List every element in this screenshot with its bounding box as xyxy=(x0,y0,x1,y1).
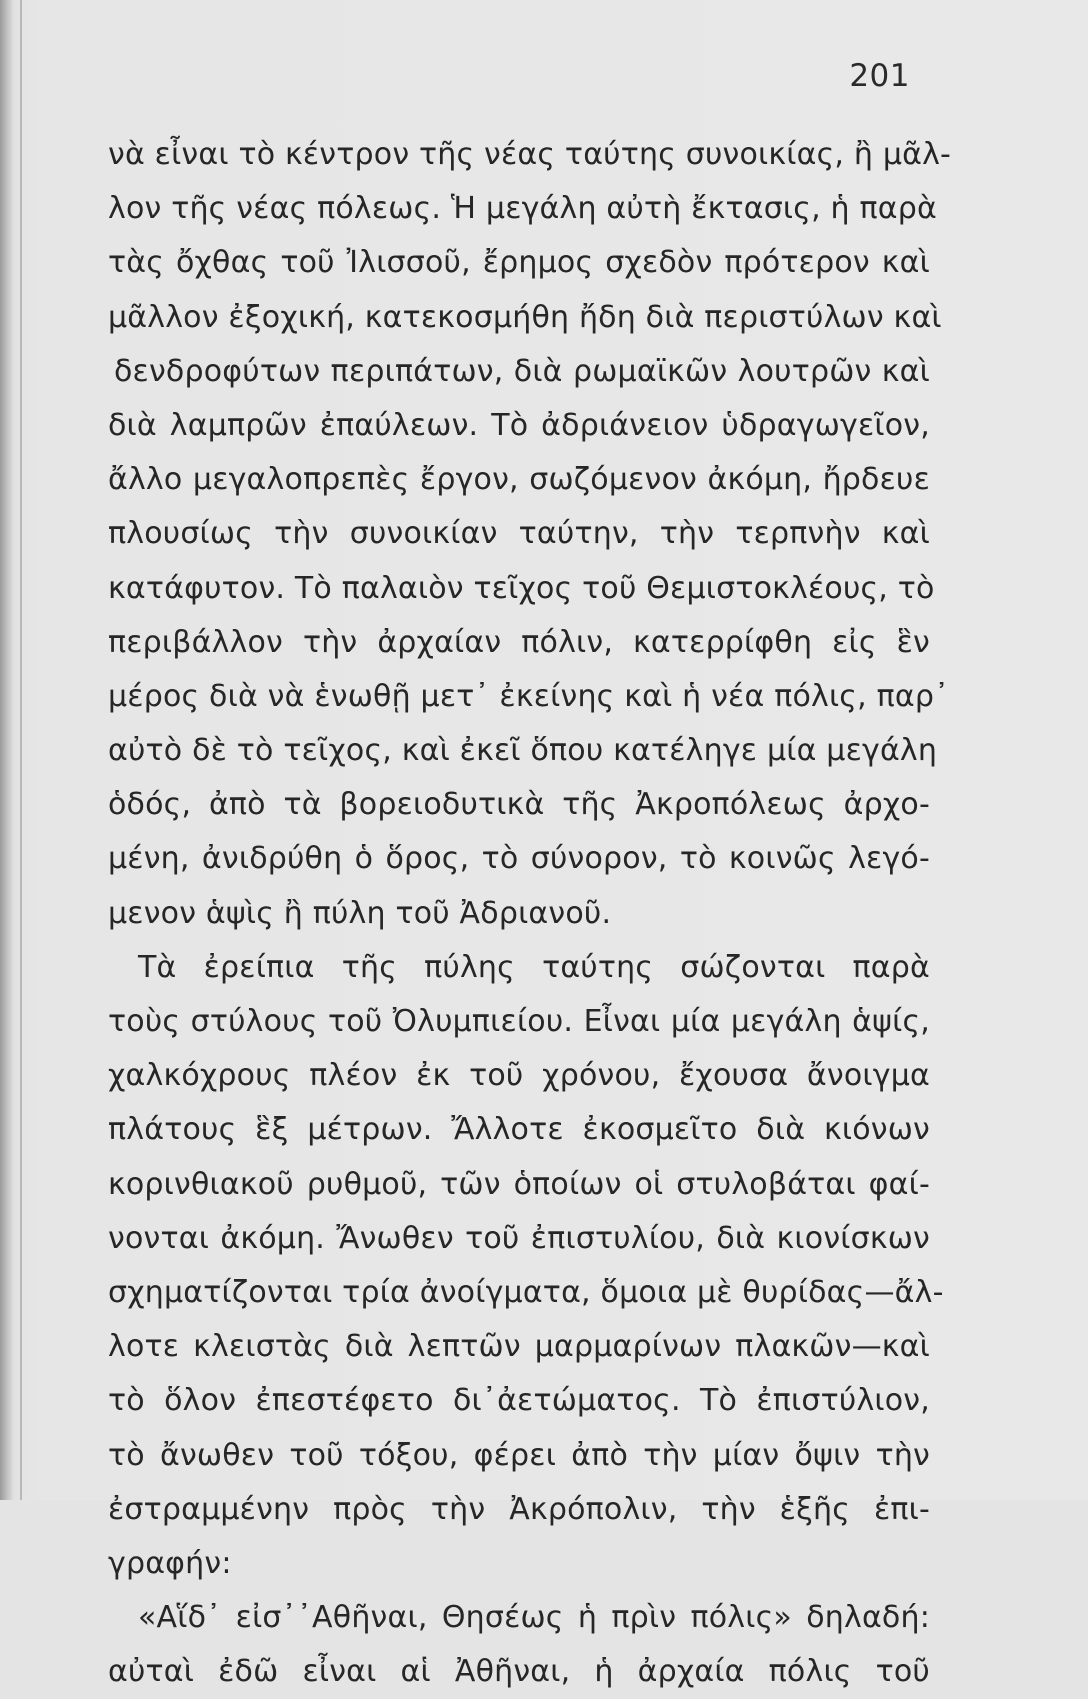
text-line: τὸ ἄνωθεν τοῦ τόξου, φέρει ἀπὸ τὴν μίαν ὄψιν τὴν xyxy=(108,1437,930,1473)
text-line: μέρος διὰ νὰ ἑνωθῇ μετ᾽ ἐκείνης καὶ ἡ νέα πόλις, παρ᾽ xyxy=(108,678,950,714)
text-line: κορινθιακοῦ ρυθμοῦ, τῶν ὁποίων οἱ στυλοβάται φαί- xyxy=(108,1166,930,1202)
text-line: διὰ λαμπρῶν ἐπαύλεων. Τὸ ἀδριάνειον ὑδραγωγεῖον, xyxy=(108,407,930,443)
text-line: τοὺς στύλους τοῦ Ὀλυμπιείου. Εἶναι μία μεγάλη ἁψίς, xyxy=(108,1004,930,1039)
text-line: λον τῆς νέας πόλεως. Ἡ μεγάλη αὐτὴ ἔκτασις, ἡ παρὰ xyxy=(108,191,937,227)
paragraph-start-line: «Αἵδ᾽ εἰσ᾽᾽Αθῆναι, Θησέως ἡ πρὶν πόλις» δηλαδή: xyxy=(138,1600,930,1636)
gutter-shadow xyxy=(20,0,22,1500)
text-line: δενδροφύτων περιπάτων, διὰ ρωμαϊκῶν λουτρῶν καὶ xyxy=(114,353,930,389)
page-number: 201 xyxy=(849,58,910,94)
book-binding-edge xyxy=(0,0,14,1500)
text-line: ὁδός, ἀπὸ τὰ βορειοδυτικὰ τῆς Ἀκροπόλεως ἀρχο- xyxy=(108,787,930,823)
text-line: περιβάλλον τὴν ἀρχαίαν πόλιν, κατερρίφθη εἰς ἓν xyxy=(108,624,930,660)
text-line: αὐτὸ δὲ τὸ τεῖχος, καὶ ἐκεῖ ὅπου κατέληγε μία μεγάλη xyxy=(108,733,938,769)
text-line: μᾶλλον ἐξοχική, κατεκοσμήθη ἤδη διὰ περιστύλων καὶ xyxy=(108,299,942,335)
text-line: πλουσίως τὴν συνοικίαν ταύτην, τὴν τερπνὴν καὶ xyxy=(108,516,930,552)
text-line: πλάτους ἓξ μέτρων. Ἄλλοτε ἐκοσμεῖτο διὰ κιόνων xyxy=(108,1112,930,1148)
text-line: κατάφυτον. Τὸ παλαιὸν τεῖχος τοῦ Θεμιστοκλέους, τὸ xyxy=(108,570,935,606)
text-line: ἄλλο μεγαλοπρεπὲς ἔργον, σωζόμενον ἀκόμη, ἤρδευε xyxy=(108,462,930,498)
text-line: σχηματίζονται τρία ἀνοίγματα, ὅμοια μὲ θυρίδας—ἄλ- xyxy=(108,1274,944,1310)
text-line: τὸ ὅλον ἐπεστέφετο δι᾽ἀετώματος. Τὸ ἐπιστύλιον, xyxy=(108,1383,930,1419)
text-line: γραφήν: xyxy=(108,1545,232,1581)
paragraph-start-line: Τὰ ἐρείπια τῆς πύλης ταύτης σώζονται παρὰ xyxy=(138,949,930,985)
text-line: νὰ εἶναι τὸ κέντρον τῆς νέας ταύτης συνοικίας, ἢ μᾶλ- xyxy=(108,137,952,172)
text-line: μένη, ἀνιδρύθη ὁ ὅρος, τὸ σύνορον, τὸ κοινῶς λεγό- xyxy=(108,841,930,877)
text-line: ἐστραμμένην πρὸς τὴν Ἀκρόπολιν, τὴν ἑξῆς ἐπι- xyxy=(108,1491,930,1527)
text-line: νονται ἀκόμη. Ἄνωθεν τοῦ ἐπιστυλίου, διὰ κιονίσκων xyxy=(108,1220,930,1256)
text-line: χαλκόχρους πλέον ἐκ τοῦ χρόνου, ἔχουσα ἄνοιγμα xyxy=(108,1058,930,1094)
text-line: λοτε κλειστὰς διὰ λεπτῶν μαρμαρίνων πλακῶν—καὶ xyxy=(108,1329,930,1365)
text-line: τὰς ὄχθας τοῦ Ἰλισσοῦ, ἔρημος σχεδὸν πρότερον καὶ xyxy=(108,245,930,281)
text-line: μενον ἁψὶς ἢ πύλη τοῦ Ἀδριανοῦ. xyxy=(108,895,612,931)
body-text xyxy=(108,128,952,1699)
text-line: αὐταὶ ἐδῶ εἶναι αἱ Ἀθῆναι, ἡ ἀρχαία πόλις τοῦ xyxy=(108,1654,930,1690)
